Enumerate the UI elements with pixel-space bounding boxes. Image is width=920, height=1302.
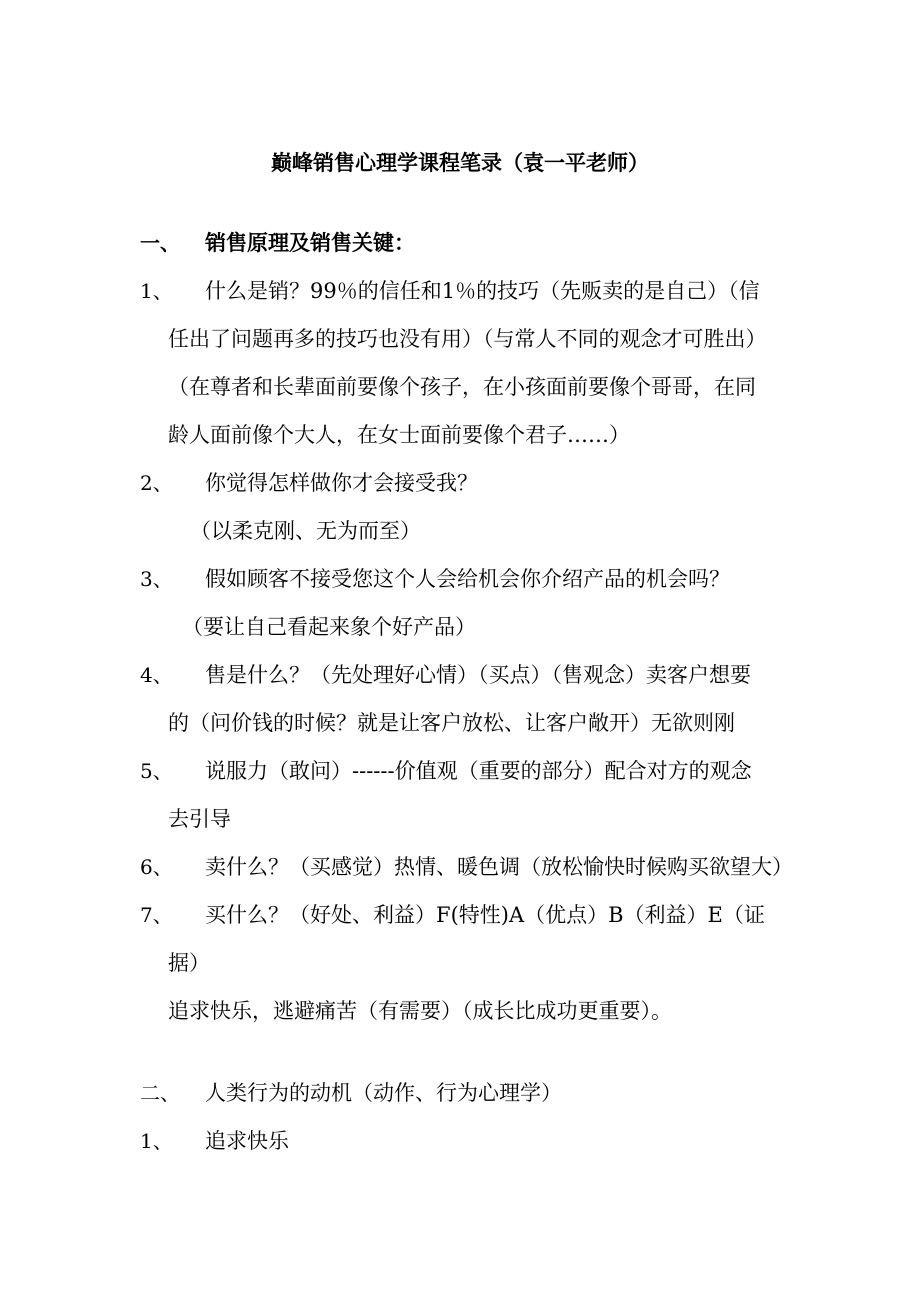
item-1-number: 1、 (140, 279, 173, 303)
item-6-number: 6、 (140, 855, 173, 879)
section-2-heading: 人类行为的动机（动作、行为心理学） (205, 1081, 562, 1105)
item-2-line-2: （以柔克刚、无为而至） (190, 519, 421, 543)
item-5-number: 5、 (140, 759, 173, 783)
item-6-line-1: 卖什么？（买感觉）热情、暖色调（放松愉快时候购买欲望大） (205, 855, 793, 879)
item-7-line-2: 据） (168, 951, 210, 975)
item-5-line-2: 去引导 (168, 807, 231, 831)
item-7-number: 7、 (140, 903, 173, 927)
item-3-line-1: 假如顾客不接受您这个人会给机会你介绍产品的机会吗？ (205, 567, 730, 591)
item-3-line-2: （要让自己看起来象个好产品） (182, 615, 476, 639)
item-1-line-1: 什么是销？99％的信任和1％的技巧（先贩卖的是自己）（信 (205, 279, 760, 303)
item-1-line-2: 任出了问题再多的技巧也没有用）（与常人不同的观念才可胜出） (168, 327, 767, 351)
section-2-item-1-text: 追求快乐 (205, 1129, 289, 1153)
item-2-line-1: 你觉得怎样做你才会接受我？ (205, 471, 478, 495)
section-1-number: 一、 (140, 231, 180, 255)
item-2-number: 2、 (140, 471, 173, 495)
item-3-number: 3、 (140, 567, 173, 591)
item-4-number: 4、 (140, 663, 173, 687)
item-1-line-3: （在尊者和长辈面前要像个孩子，在小孩面前要像个哥哥，在同 (168, 375, 756, 399)
document-title: 巅峰销售心理学课程笔录（袁一平老师） (271, 150, 649, 175)
item-7-line-1: 买什么？（好处、利益）F(特性)A（优点）B（利益）E（证 (205, 903, 765, 927)
item-4-line-1: 售是什么？（先处理好心情）（买点）（售观念）卖客户想要 (205, 663, 751, 687)
item-1-line-4: 龄人面前像个大人，在女士面前要像个君子……） (168, 423, 630, 447)
item-4-line-2: 的（问价钱的时候？就是让客户放松、让客户敞开）无欲则刚 (168, 711, 735, 735)
section-2-item-1-number: 1、 (140, 1129, 173, 1153)
section-1-heading: 销售原理及销售关键： (205, 230, 415, 255)
item-5-line-1: 说服力（敢问）------价值观（重要的部分）配合对方的观念 (205, 759, 752, 783)
item-7-line-3: 追求快乐，逃避痛苦（有需要）（成长比成功更重要）。 (168, 999, 672, 1023)
section-2-number: 二、 (140, 1081, 180, 1105)
